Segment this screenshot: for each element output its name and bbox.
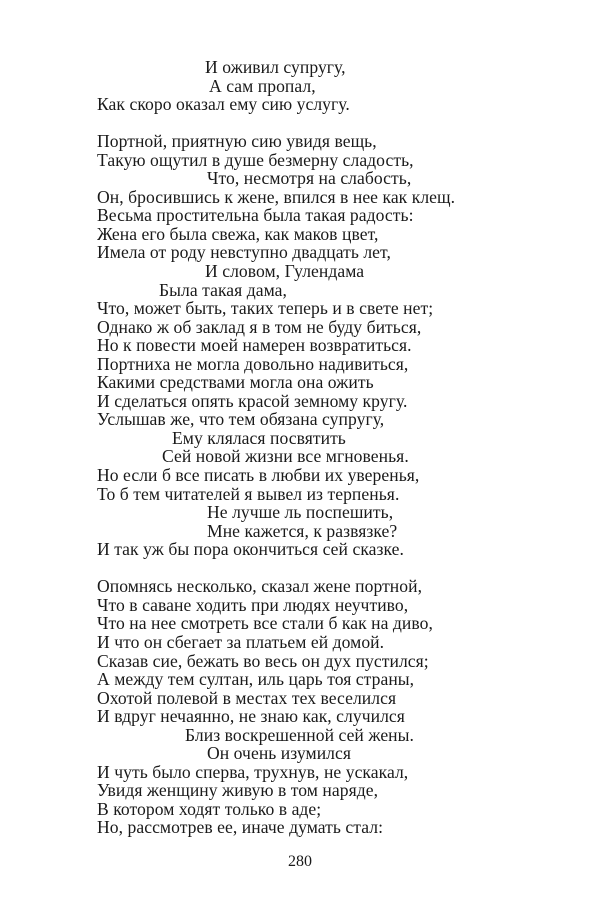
poem-line: И что он сбегает за платьем ей домой. (97, 631, 385, 652)
poem-line: И словом, Гулендама (205, 261, 365, 282)
poem-line: Но если б все писать в любви их уверенья, (97, 465, 420, 486)
poem-line: Какими средствами могла она ожить (97, 372, 374, 393)
stanza-2 (97, 132, 577, 559)
poem-line: Однако ж об заклад я в том не буду биться, (97, 316, 422, 337)
poem-line: Мне кажется, к развязке? (207, 520, 398, 541)
poem-line: Не лучше ль поспешить, (207, 502, 394, 523)
poem-line: Сказав сие, бежать во весь он дух пустился; (97, 650, 429, 671)
poem-line: И оживил супругу, (205, 57, 346, 77)
poem-line: И так уж бы пора окончиться сей сказке. (97, 539, 404, 560)
poem-line: И сделаться опять красой земному кругу. (97, 390, 408, 411)
poem-line: Но, рассмотрев ее, иначе думать стал: (97, 817, 384, 838)
poem-line: Жена его была свежа, как маков цвет, (97, 223, 379, 244)
stanza-3 (97, 577, 577, 837)
poem-line: Портниха не могла довольно надивиться, (97, 353, 409, 374)
poem-line: То б тем читателей я вывел из терпенья. (97, 483, 400, 504)
poem-line: Услышав же, что тем обязана супругу, (97, 409, 385, 430)
poem-line: Как скоро оказал ему сию услугу. (97, 94, 350, 115)
poem-line: Имела от роду невступно двадцать лет, (97, 242, 391, 263)
poem-line: Такую ощутил в душе безмерну сладость, (97, 149, 414, 170)
poem-line: Что, несмотря на слабость, (207, 168, 412, 189)
poem-line: Портной, приятную сию увидя вещь, (97, 131, 377, 152)
poem-line: Что, может быть, таких теперь и в свете нет; (97, 298, 434, 319)
poem-line: Близ воскрешенной сей жены. (185, 724, 414, 745)
poem-text (97, 58, 577, 837)
stanza-1 (97, 58, 577, 114)
poem-line: Ему клялася посвятить (172, 427, 346, 448)
page-number: 280 (288, 853, 312, 870)
poem-line: Увидя женщину живую в том наряде, (97, 780, 379, 801)
poem-line: Что на нее смотреть все стали б как на диво, (97, 613, 433, 634)
poem-line: Весьма простительна была такая радость: (97, 205, 414, 226)
poem-line: И вдруг нечаянно, не знаю как, случился (97, 706, 405, 727)
poem-line: А сам пропал, (209, 75, 316, 96)
poem-line: И чуть было сперва, трухнув, не ускакал, (97, 761, 409, 782)
poem-line: Охотой полевой в местах тех веселился (97, 687, 397, 708)
poem-line: Но к повести моей намерен возвратиться. (97, 335, 412, 356)
poem-line: В котором ходят только в аде; (97, 798, 322, 819)
poem-line: Он, бросившись к жене, впился в нее как клещ. (97, 186, 456, 207)
poem-line: Сей новой жизни все мгновенья. (162, 446, 409, 467)
poem-line: Что в саване ходить при людях неучтиво, (97, 594, 409, 615)
stanza-gap (97, 114, 577, 133)
poem-line: Была такая дама, (159, 279, 287, 300)
poem-line: Он очень изумился (207, 743, 351, 764)
stanza-gap (97, 559, 577, 578)
poem-line: А между тем султан, иль царь тоя страны, (97, 669, 415, 690)
poem-line: Опомнясь несколько, сказал жене портной, (97, 576, 423, 597)
